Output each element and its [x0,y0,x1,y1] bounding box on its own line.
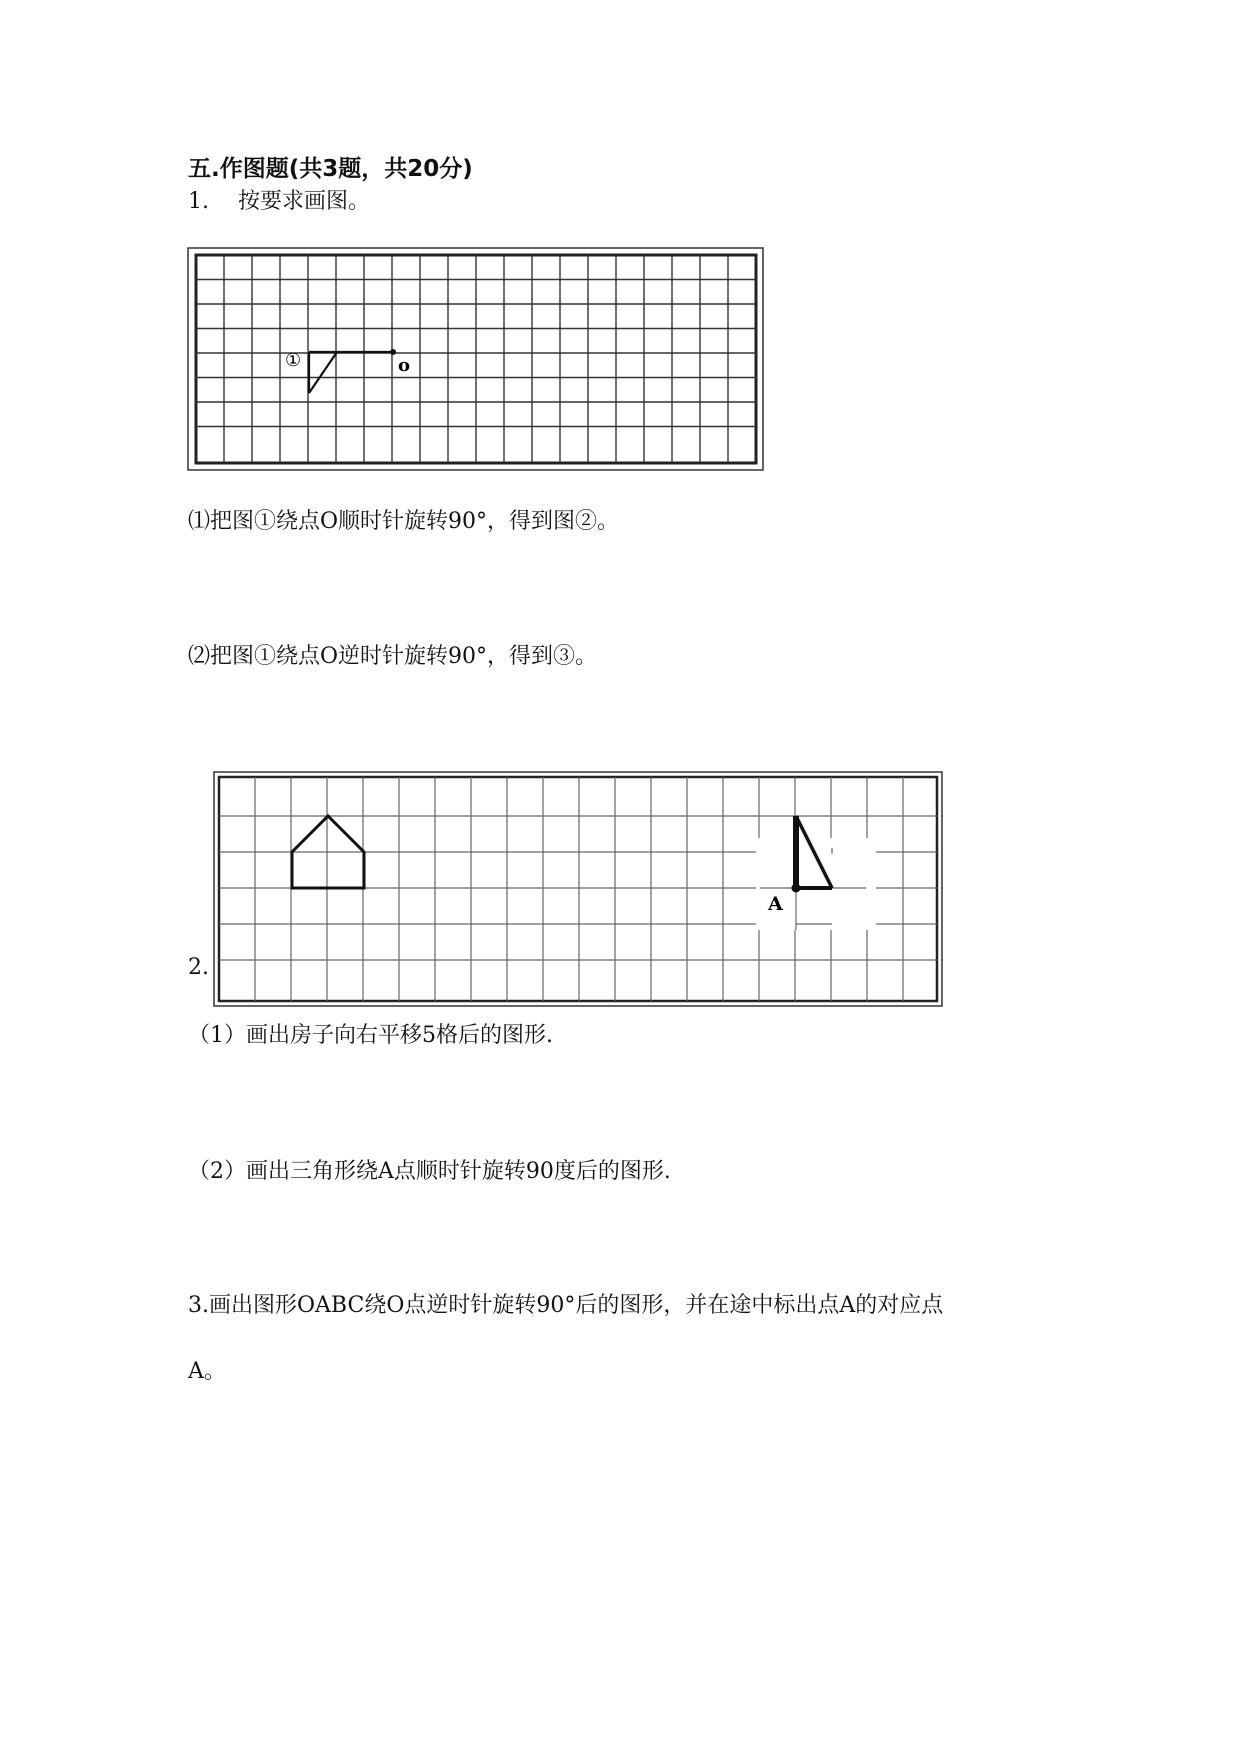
question-1-sub-1: ⑴把图①绕点O顺时针旋转90°，得到图②。 [188,509,620,534]
question-1-number: 1. [188,189,209,214]
section-title: 五.作图题(共3题，共20分) [188,156,473,182]
question-3-line-1: 3.画出图形OABC绕O点逆时针旋转90°后的图形，并在途中标出点A的对应点 [188,1293,944,1318]
grid-1-lines [196,255,756,463]
question-2-number: 2. [188,955,209,980]
question-1-sub-2: ⑵把图①绕点O逆时针旋转90°，得到③。 [188,644,598,669]
question-2-sub-2: （2）画出三角形绕A点顺时针旋转90度后的图形. [188,1159,671,1184]
question-2-sub-1: （1）画出房子向右平移5格后的图形. [188,1023,553,1048]
point-a-label: A [768,893,783,915]
figure-1-label: ① [285,350,302,371]
point-a-dot [792,884,801,893]
question-3-line-2: A。 [188,1359,226,1384]
question-1-text: 按要求画图。 [238,189,371,214]
grid-figure-2 [214,772,942,1006]
grid-2-erased-area [756,838,876,930]
point-o-label: o [398,355,411,376]
grid-figure-1 [188,248,763,470]
figure-1-shape [309,349,396,393]
figure-1-diagonal-edge [309,352,337,393]
point-o-dot [390,349,396,355]
